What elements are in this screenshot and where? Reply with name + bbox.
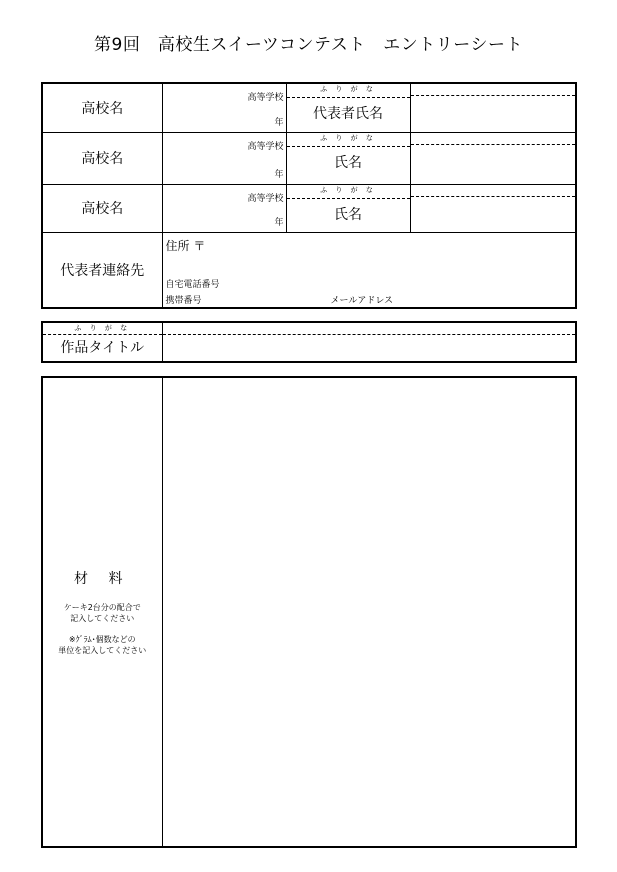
contact-label: 代表者連絡先 [42, 232, 162, 308]
address-label: 住所 〒 [165, 238, 206, 253]
name-label-cell-3 [286, 184, 410, 232]
grade-suffix-3: 年 [274, 217, 284, 228]
work-furigana-label: ふ り が な [43, 323, 162, 335]
name-label-cell-2 [286, 132, 410, 184]
furigana-label-1: ふ り が な [287, 84, 410, 98]
materials-label: 材 料 [74, 571, 131, 587]
furigana-line-2 [411, 144, 576, 145]
materials-note-2: 記入してください [70, 614, 135, 623]
member-name-label-2: 氏名 [334, 154, 362, 171]
school-field-1[interactable] [162, 83, 286, 132]
furigana-label-3: ふ り が な [287, 185, 410, 199]
work-title-label-cell [42, 322, 162, 362]
name-field-3[interactable] [410, 184, 576, 232]
applicant-row-2 [42, 132, 576, 184]
member-name-label-3: 氏名 [334, 206, 362, 223]
furigana-label-2: ふ り が な [287, 133, 410, 147]
materials-field[interactable] [162, 377, 576, 847]
school-field-3[interactable] [162, 184, 286, 232]
work-title-field[interactable] [162, 322, 576, 362]
materials-note-4: 単位を記入してください [58, 646, 147, 655]
applicant-row-1 [42, 83, 576, 132]
work-furigana-line [163, 334, 576, 335]
materials-label-cell [42, 377, 162, 847]
contact-row [42, 232, 576, 308]
school-field-2[interactable] [162, 132, 286, 184]
representative-name-label: 代表者氏名 [313, 106, 383, 122]
furigana-line-3 [411, 196, 576, 197]
grade-suffix-2: 年 [274, 169, 284, 180]
materials-table [41, 376, 577, 848]
materials-note-1: ケーキ2台分の配合で [63, 603, 141, 612]
materials-note-3: ※ｸﾞﾗﾑ･個数などの [68, 635, 136, 644]
work-title-row [42, 322, 576, 362]
applicant-table [41, 82, 577, 309]
email-label: メールアドレス [330, 295, 394, 306]
materials-row [42, 377, 576, 847]
school-suffix-2: 高等学校 [247, 141, 284, 152]
furigana-line-1 [411, 95, 576, 96]
name-field-1[interactable] [410, 83, 576, 132]
work-title-table [41, 321, 577, 363]
mobile-label: 携帯番号 [165, 295, 202, 306]
home-phone-label: 自宅電話番号 [165, 279, 220, 290]
school-suffix-1: 高等学校 [247, 93, 284, 103]
work-title-label: 作品タイトル [60, 340, 145, 356]
grade-suffix-1: 年 [274, 117, 284, 128]
page-title: 第9回 高校生スイーツコンテスト エントリーシート [94, 35, 523, 55]
name-field-2[interactable] [410, 132, 576, 184]
applicant-row-3 [42, 184, 576, 232]
name-label-cell-1 [286, 83, 410, 132]
school-label-2: 高校名 [42, 132, 162, 184]
school-label-3: 高校名 [42, 184, 162, 232]
school-suffix-3: 高等学校 [247, 193, 284, 204]
contact-field[interactable] [162, 232, 576, 308]
school-label-1: 高校名 [42, 83, 162, 132]
